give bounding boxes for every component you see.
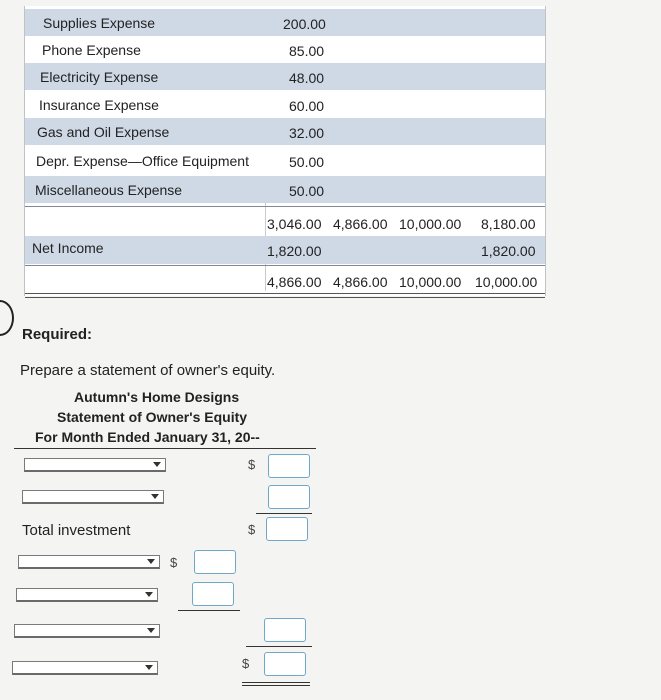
total-amount: 3,046.00 (267, 216, 322, 232)
chevron-down-icon (145, 665, 153, 670)
statement-title: Statement of Owner's Equity (57, 409, 248, 425)
account-name: Gas and Oil Expense (37, 124, 170, 140)
table-row (25, 118, 545, 145)
account-select[interactable] (24, 458, 166, 472)
net-income-amount: 1,820.00 (267, 243, 322, 259)
account-amount: 85.00 (289, 43, 325, 59)
final-amount: 4,866.00 (333, 274, 388, 290)
account-select[interactable] (22, 490, 164, 504)
dollar-sign: $ (170, 555, 178, 570)
statement-period: For Month Ended January 31, 20-- (35, 429, 260, 445)
amount-input[interactable] (192, 582, 234, 606)
final-amount: 10,000.00 (475, 274, 538, 290)
sum-line (256, 513, 312, 514)
step-indicator-icon (0, 300, 14, 336)
account-amount: 48.00 (289, 70, 325, 86)
total-amount: 4,866.00 (333, 216, 388, 232)
header-underline (14, 448, 316, 449)
account-select[interactable] (12, 661, 158, 675)
amount-input[interactable] (264, 618, 306, 642)
table-row (25, 176, 545, 203)
worksheet-table (24, 6, 546, 296)
total-amount: 10,000.00 (399, 216, 462, 232)
double-underline (242, 682, 310, 683)
final-amount: 4,866.00 (267, 274, 322, 290)
table-row (25, 9, 545, 36)
chevron-down-icon (153, 462, 161, 467)
instruction-text: Prepare a statement of owner's equity. (20, 362, 276, 379)
net-income-row (25, 236, 545, 264)
net-income-label: Net Income (32, 240, 104, 256)
final-totals-row (25, 267, 545, 294)
dollar-sign: $ (248, 457, 256, 472)
dollar-sign: $ (242, 656, 250, 671)
dollar-sign: $ (248, 522, 256, 537)
total-investment-input[interactable] (266, 517, 308, 541)
totals-row (25, 209, 545, 236)
amount-input[interactable] (268, 454, 310, 478)
final-amount: 10,000.00 (399, 274, 462, 290)
sum-line (246, 646, 312, 647)
account-name: Phone Expense (42, 42, 141, 58)
account-select[interactable] (14, 624, 160, 638)
net-income-amount: 1,820.00 (481, 243, 536, 259)
account-amount: 60.00 (289, 98, 325, 114)
sum-line (178, 610, 240, 611)
account-amount: 200.00 (283, 16, 326, 32)
company-name: Autumn's Home Designs (74, 389, 240, 405)
table-row (25, 63, 545, 90)
capital-ending-input[interactable] (264, 652, 306, 676)
table-row (25, 36, 545, 63)
total-line (25, 265, 545, 266)
table-row (25, 147, 545, 174)
account-name: Depr. Expense—Office Equipment (36, 153, 249, 169)
chevron-down-icon (151, 494, 159, 499)
amount-input[interactable] (194, 550, 236, 574)
account-name: Electricity Expense (40, 69, 159, 85)
total-line (25, 206, 545, 207)
table-row (25, 91, 545, 118)
account-name: Miscellaneous Expense (35, 182, 183, 198)
account-name: Insurance Expense (39, 97, 159, 113)
account-name: Supplies Expense (43, 15, 156, 31)
chevron-down-icon (147, 559, 155, 564)
account-select[interactable] (18, 555, 160, 569)
account-select[interactable] (16, 588, 158, 602)
chevron-down-icon (145, 592, 153, 597)
amount-input[interactable] (268, 485, 310, 509)
required-label: Required: (22, 326, 93, 343)
double-underline (242, 685, 310, 686)
total-investment-label: Total investment (22, 522, 131, 539)
chevron-down-icon (147, 628, 155, 633)
account-amount: 50.00 (289, 183, 325, 199)
account-amount: 50.00 (289, 154, 325, 170)
account-amount: 32.00 (289, 125, 325, 141)
total-amount: 8,180.00 (481, 216, 536, 232)
double-underline (25, 293, 545, 298)
